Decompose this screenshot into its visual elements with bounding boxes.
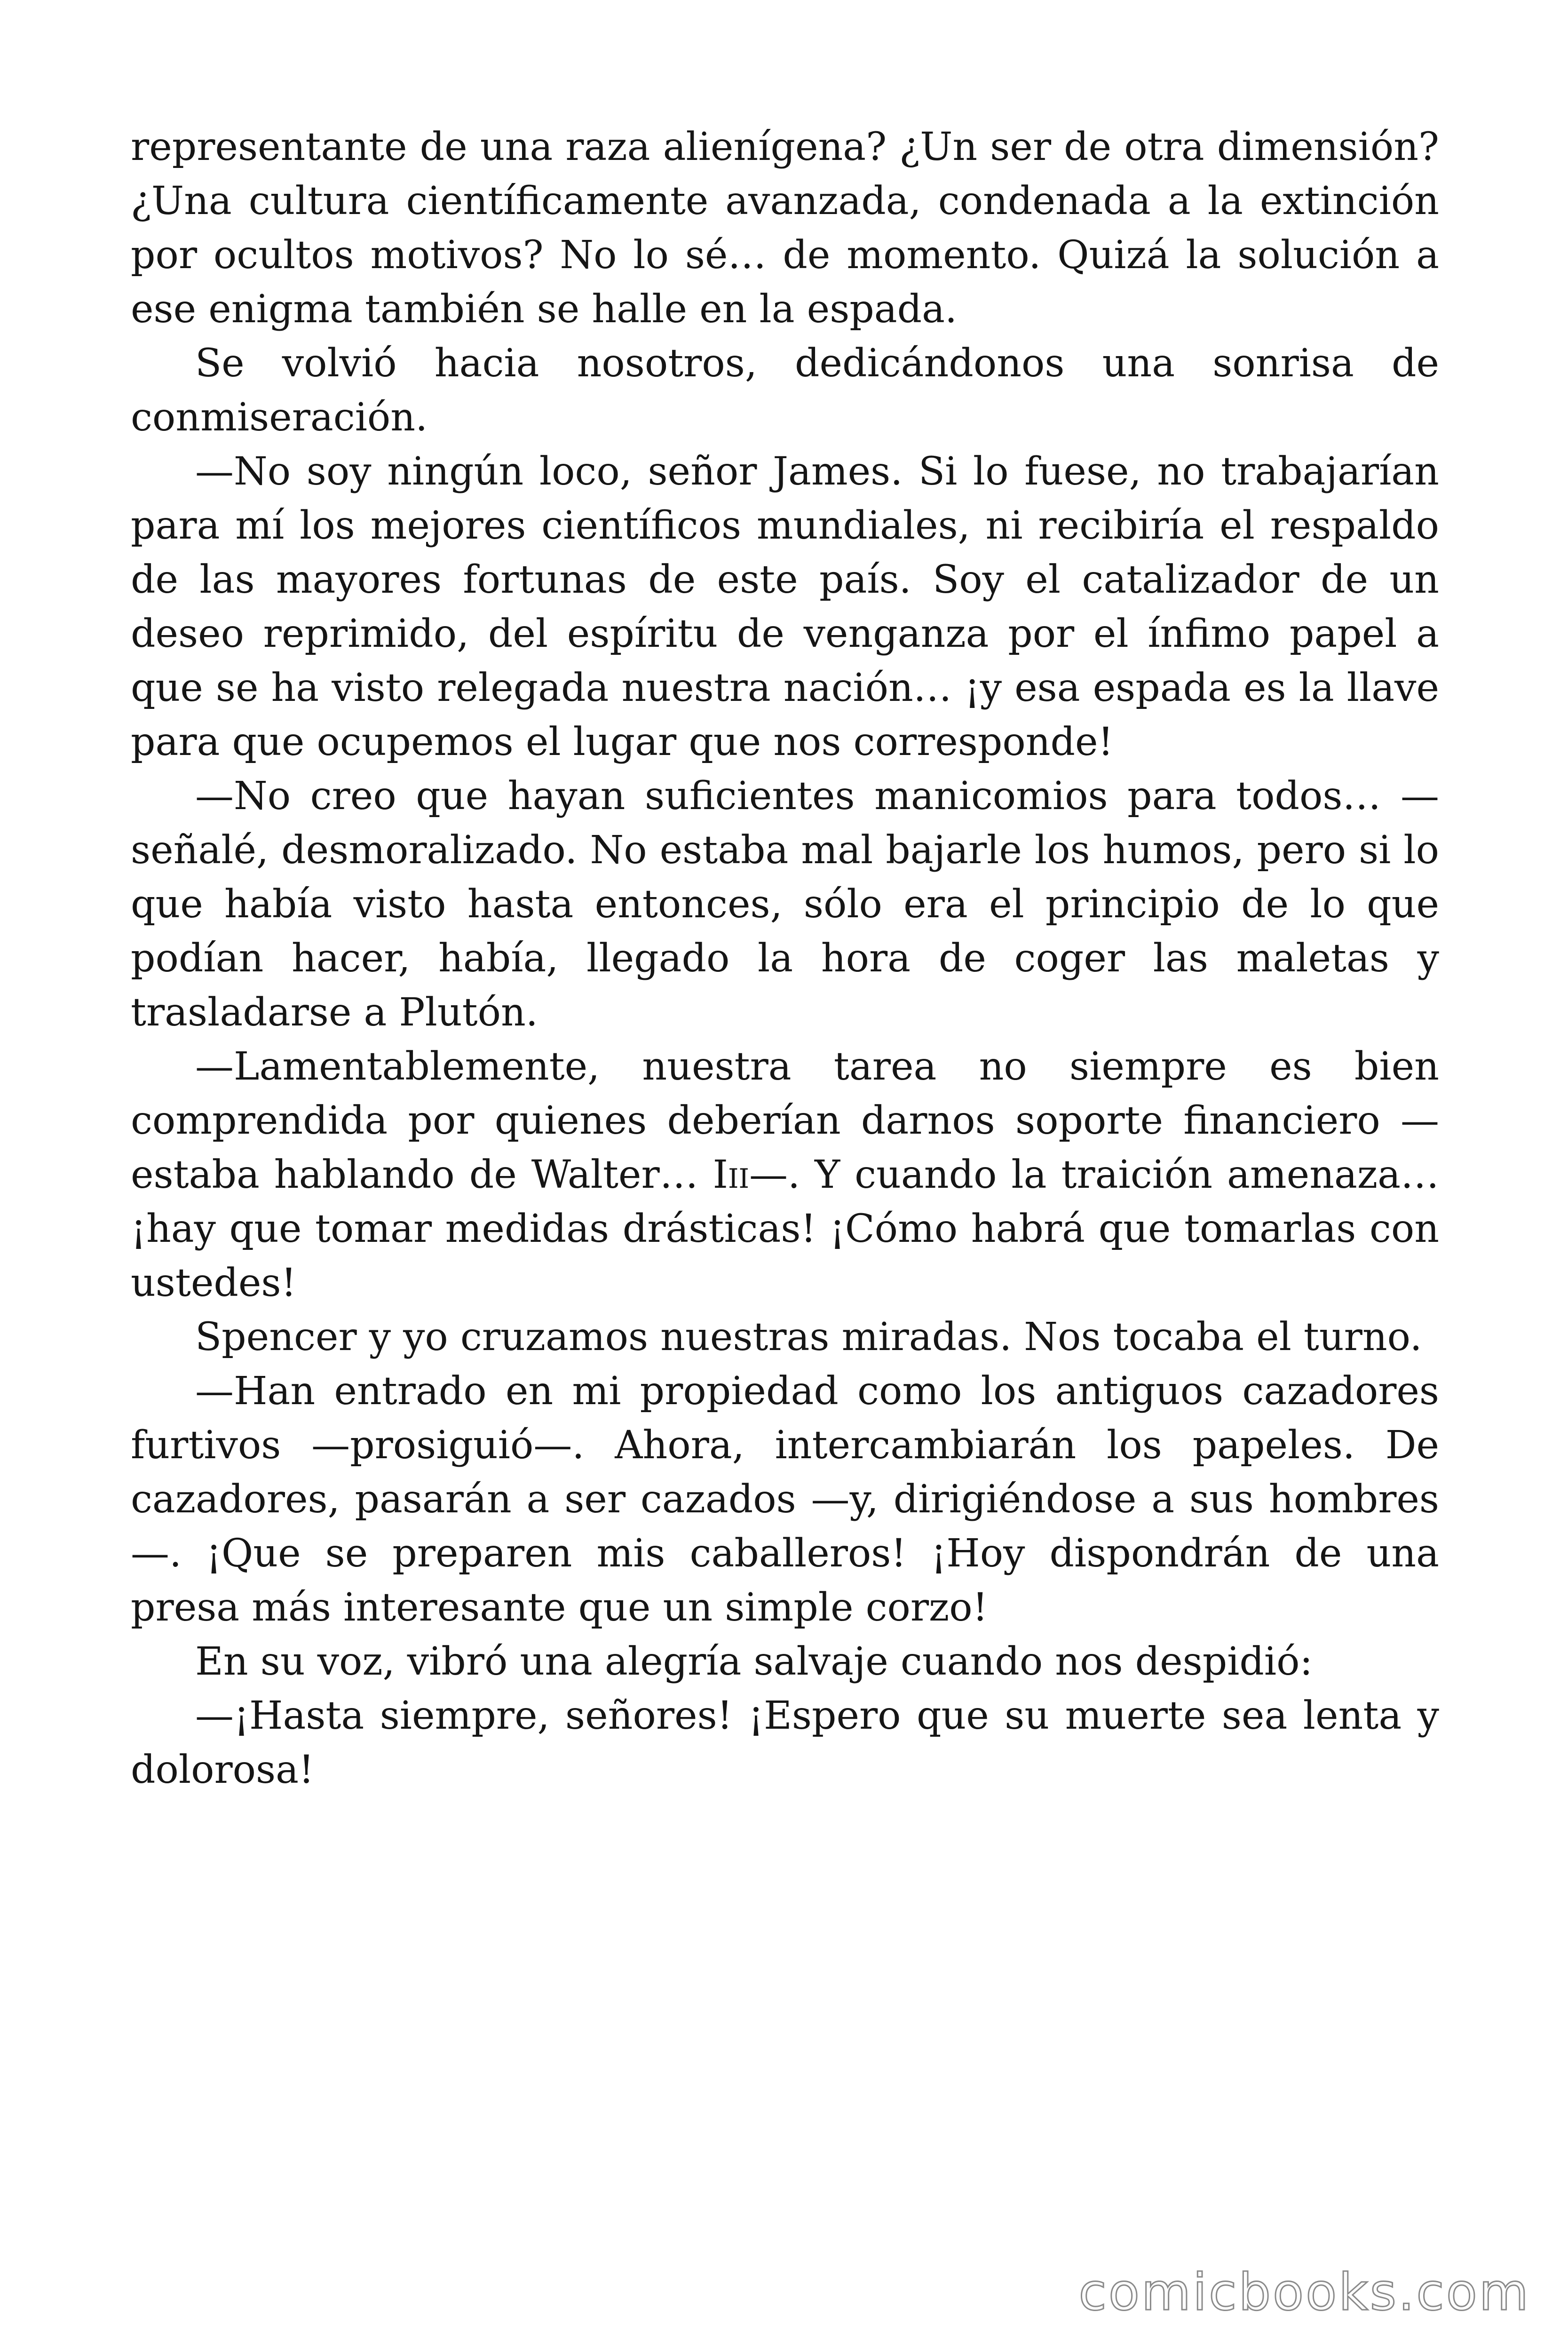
- text-run: representante de una raza alienígena? ¿Un ser de otra dimensión? ¿Una cultura científicamente avanzada, condenada a la extinción por ocultos motivos? No lo sé… de momento. Quizá la solución a ese enigma también se halle en la espada.: [131, 125, 1439, 332]
- paragraph: [131, 1689, 1439, 1797]
- watermark: comicbooks.com: [1078, 2263, 1530, 2322]
- paragraph: [131, 445, 1439, 769]
- text-run: Spencer y yo cruzamos nuestras miradas. Nos tocaba el turno.: [195, 1315, 1422, 1359]
- paragraph: [131, 1310, 1439, 1364]
- paragraph: [131, 1040, 1439, 1310]
- text-run: —¡Hasta siempre, señores! ¡Espero que su muerte sea lenta y dolorosa!: [131, 1693, 1439, 1792]
- text-run: —No soy ningún loco, señor James. Si lo fuese, no trabajarían para mí los mejores científicos mundiales, ni recibiría el respaldo de las mayores fortunas de este país. Soy el catalizador de un deseo reprimido, del espíritu de venganza por el ínfimo papel a que se ha visto relegada nuestra nación… ¡y esa espada es la llave para que ocupemos el lugar que nos corresponde!: [131, 449, 1439, 764]
- small-caps-text: Iii: [713, 1152, 750, 1197]
- text-run: —Han entrado en mi propiedad como los antiguos cazadores furtivos —prosiguió—. Ahora, intercambiarán los papeles. De cazadores, pasarán a ser cazados —y, dirigiéndose a sus hombres—. ¡Que se preparen mis caballeros! ¡Hoy dispondrán de una presa más interesante que un simple corzo!: [131, 1369, 1439, 1630]
- paragraph: [131, 1364, 1439, 1635]
- text-run: Se volvió hacia nosotros, dedicándonos una sonrisa de conmiseración.: [131, 341, 1439, 440]
- paragraph: [131, 769, 1439, 1040]
- text-run: —No creo que hayan suficientes manicomios para todos… —señalé, desmoralizado. No estaba mal bajarle los humos, pero si lo que había visto hasta entonces, sólo era el principio de lo que podían hacer, había, llegado la hora de coger las maletas y trasladarse a Plutón.: [131, 774, 1439, 1035]
- paragraph: [131, 336, 1439, 445]
- paragraph: [131, 1635, 1439, 1689]
- text-run: En su voz, vibró una alegría salvaje cuando nos despidió:: [195, 1639, 1313, 1684]
- text-run: —Lamentablemente, nuestra tarea no siempre es bien comprendida por quienes deberían darnos soporte financiero —estaba hablando de Walter…: [131, 1044, 1439, 1197]
- paragraph: [131, 120, 1439, 336]
- text-run: —. Y cuando la traición amenaza… ¡hay que tomar medidas drásticas! ¡Cómo habrá que tomarlas con ustedes!: [131, 1152, 1439, 1305]
- body-text: [131, 120, 1439, 1797]
